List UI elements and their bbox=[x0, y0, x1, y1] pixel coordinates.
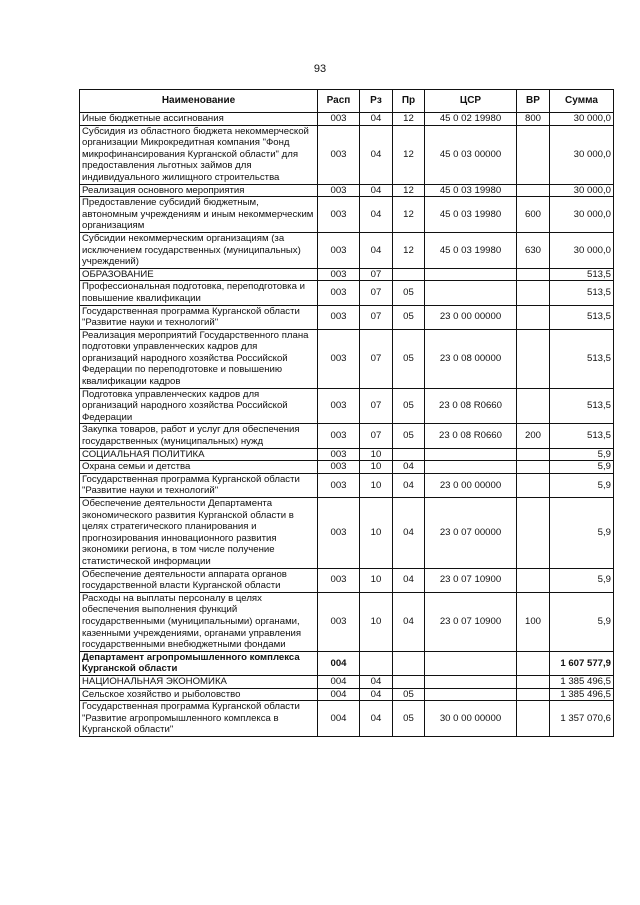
table-cell-pr: 05 bbox=[393, 281, 425, 305]
table-cell-rz: 07 bbox=[360, 281, 393, 305]
table-cell-csr bbox=[425, 281, 517, 305]
table-cell-sum: 30 000,0 bbox=[550, 232, 614, 268]
table-cell-name: Предоставление субсидий бюджетным, автономным учреждениям и иным некоммерческим организациям bbox=[80, 197, 318, 233]
table-cell-vr bbox=[517, 498, 550, 569]
table-row bbox=[80, 268, 614, 281]
table-cell-pr: 05 bbox=[393, 701, 425, 737]
budget-table bbox=[79, 89, 614, 737]
table-cell-vr: 200 bbox=[517, 424, 550, 448]
table-row bbox=[80, 473, 614, 497]
table-cell-pr: 04 bbox=[393, 592, 425, 651]
table-cell-csr bbox=[425, 461, 517, 474]
table-cell-sum: 513,5 bbox=[550, 329, 614, 388]
table-row bbox=[80, 281, 614, 305]
table-cell-name: Государственная программа Курганской области "Развитие науки и технологий" bbox=[80, 305, 318, 329]
table-cell-sum: 513,5 bbox=[550, 268, 614, 281]
table-cell-name: Субсидия из областного бюджета некоммерческой организации Микрокредитная компания "Фонд микрофинансирования Курганской области" для предоставления льготных займов для индивидуального жилищного строительства bbox=[80, 125, 318, 184]
table-cell-csr: 23 0 08 R0660 bbox=[425, 424, 517, 448]
table-row bbox=[80, 305, 614, 329]
table-cell-sum: 30 000,0 bbox=[550, 125, 614, 184]
table-cell-sum: 5,9 bbox=[550, 592, 614, 651]
table-cell-pr: 12 bbox=[393, 125, 425, 184]
table-cell-csr: 45 0 03 19980 bbox=[425, 184, 517, 197]
table-cell-csr: 23 0 07 00000 bbox=[425, 498, 517, 569]
table-cell-rz: 10 bbox=[360, 461, 393, 474]
table-cell-sum: 513,5 bbox=[550, 388, 614, 424]
table-cell-csr bbox=[425, 268, 517, 281]
table-cell-name: Профессиональная подготовка, переподготовка и повышение квалификации bbox=[80, 281, 318, 305]
table-cell-sum: 30 000,0 bbox=[550, 113, 614, 126]
table-cell-rz: 04 bbox=[360, 197, 393, 233]
table-cell-pr: 12 bbox=[393, 113, 425, 126]
header-name: Наименование bbox=[80, 90, 318, 113]
table-cell-rasp: 003 bbox=[318, 498, 360, 569]
table-cell-rasp: 003 bbox=[318, 113, 360, 126]
table-cell-rz: 04 bbox=[360, 232, 393, 268]
table-cell-vr bbox=[517, 184, 550, 197]
table-cell-sum: 5,9 bbox=[550, 461, 614, 474]
table-cell-vr bbox=[517, 688, 550, 701]
table-cell-rz: 10 bbox=[360, 473, 393, 497]
table-cell-sum: 1 357 070,6 bbox=[550, 701, 614, 737]
table-cell-rz: 07 bbox=[360, 424, 393, 448]
table-cell-vr bbox=[517, 125, 550, 184]
table-cell-sum: 513,5 bbox=[550, 424, 614, 448]
table-cell-sum: 513,5 bbox=[550, 281, 614, 305]
table-row bbox=[80, 424, 614, 448]
table-cell-vr: 800 bbox=[517, 113, 550, 126]
table-cell-pr: 04 bbox=[393, 568, 425, 592]
table-cell-rasp: 003 bbox=[318, 232, 360, 268]
table-cell-rz: 10 bbox=[360, 498, 393, 569]
table-cell-name: Обеспечение деятельности аппарата органов государственной власти Курганской области bbox=[80, 568, 318, 592]
table-cell-name: Субсидии некоммерческим организациям (за исключением государственных (муниципальных) учреждений) bbox=[80, 232, 318, 268]
table-row bbox=[80, 197, 614, 233]
table-cell-csr: 30 0 00 00000 bbox=[425, 701, 517, 737]
table-row bbox=[80, 232, 614, 268]
table-cell-csr bbox=[425, 675, 517, 688]
table-cell-vr bbox=[517, 568, 550, 592]
table-cell-rasp: 003 bbox=[318, 461, 360, 474]
table-cell-name: Реализация мероприятий Государственного плана подготовки управленческих кадров для организаций народного хозяйства Российской Федерации по переподготовке и повышению квалификации кадров bbox=[80, 329, 318, 388]
table-cell-pr bbox=[393, 448, 425, 461]
table-cell-name: Закупка товаров, работ и услуг для обеспечения государственных (муниципальных) нужд bbox=[80, 424, 318, 448]
header-pr: Пр bbox=[393, 90, 425, 113]
table-header-row bbox=[80, 90, 614, 113]
table-cell-sum: 30 000,0 bbox=[550, 197, 614, 233]
table-cell-csr: 45 0 03 00000 bbox=[425, 125, 517, 184]
table-cell-rasp: 003 bbox=[318, 424, 360, 448]
table-cell-rz: 07 bbox=[360, 329, 393, 388]
table-cell-pr bbox=[393, 675, 425, 688]
table-cell-vr bbox=[517, 651, 550, 675]
table-cell-rasp: 003 bbox=[318, 473, 360, 497]
table-cell-rz: 04 bbox=[360, 113, 393, 126]
table-cell-name: Департамент агропромышленного комплекса Курганской области bbox=[80, 651, 318, 675]
table-row bbox=[80, 651, 614, 675]
table-cell-name: Охрана семьи и детства bbox=[80, 461, 318, 474]
table-cell-rz bbox=[360, 651, 393, 675]
table-cell-vr bbox=[517, 701, 550, 737]
table-cell-csr: 23 0 08 R0660 bbox=[425, 388, 517, 424]
table-cell-rasp: 003 bbox=[318, 268, 360, 281]
table-cell-vr bbox=[517, 268, 550, 281]
table-cell-name: Государственная программа Курганской области "Развитие агропромышленного комплекса в Курганской области" bbox=[80, 701, 318, 737]
table-cell-name: Подготовка управленческих кадров для организаций народного хозяйства Российской Федерации bbox=[80, 388, 318, 424]
table-cell-vr bbox=[517, 675, 550, 688]
table-row bbox=[80, 113, 614, 126]
table-cell-pr: 05 bbox=[393, 688, 425, 701]
table-cell-pr: 12 bbox=[393, 184, 425, 197]
table-cell-csr bbox=[425, 651, 517, 675]
table-cell-vr bbox=[517, 281, 550, 305]
table-cell-rasp: 003 bbox=[318, 184, 360, 197]
table-cell-rz: 07 bbox=[360, 305, 393, 329]
header-sum: Сумма bbox=[550, 90, 614, 113]
table-cell-sum: 513,5 bbox=[550, 305, 614, 329]
table-cell-pr: 12 bbox=[393, 197, 425, 233]
table-cell-sum: 5,9 bbox=[550, 448, 614, 461]
table-row bbox=[80, 498, 614, 569]
table-cell-vr: 100 bbox=[517, 592, 550, 651]
table-cell-vr bbox=[517, 388, 550, 424]
table-cell-vr: 600 bbox=[517, 197, 550, 233]
page-number: 93 bbox=[313, 63, 327, 75]
table-cell-rz: 04 bbox=[360, 688, 393, 701]
table-row bbox=[80, 388, 614, 424]
table-cell-rasp: 003 bbox=[318, 329, 360, 388]
table-cell-rasp: 003 bbox=[318, 305, 360, 329]
table-row bbox=[80, 125, 614, 184]
table-cell-vr bbox=[517, 461, 550, 474]
table-cell-csr: 45 0 02 19980 bbox=[425, 113, 517, 126]
table-cell-rasp: 003 bbox=[318, 388, 360, 424]
table-row bbox=[80, 568, 614, 592]
table-cell-rasp: 004 bbox=[318, 651, 360, 675]
table-cell-name: ОБРАЗОВАНИЕ bbox=[80, 268, 318, 281]
table-cell-sum: 30 000,0 bbox=[550, 184, 614, 197]
table-cell-rasp: 004 bbox=[318, 688, 360, 701]
table-cell-rasp: 004 bbox=[318, 675, 360, 688]
table-cell-name: Иные бюджетные ассигнования bbox=[80, 113, 318, 126]
table-cell-name: Сельское хозяйство и рыболовство bbox=[80, 688, 318, 701]
header-vr: ВР bbox=[517, 90, 550, 113]
table-cell-csr: 23 0 00 00000 bbox=[425, 473, 517, 497]
table-cell-csr bbox=[425, 688, 517, 701]
table-cell-sum: 5,9 bbox=[550, 498, 614, 569]
table-row bbox=[80, 701, 614, 737]
table-cell-pr: 05 bbox=[393, 305, 425, 329]
table-cell-rz: 04 bbox=[360, 125, 393, 184]
table-cell-rz: 04 bbox=[360, 701, 393, 737]
table-row bbox=[80, 184, 614, 197]
table-cell-pr: 04 bbox=[393, 473, 425, 497]
table-cell-rz: 10 bbox=[360, 592, 393, 651]
table-cell-pr: 05 bbox=[393, 388, 425, 424]
table-cell-csr: 23 0 07 10900 bbox=[425, 568, 517, 592]
header-rz: Рз bbox=[360, 90, 393, 113]
table-cell-pr: 05 bbox=[393, 424, 425, 448]
table-cell-pr: 04 bbox=[393, 461, 425, 474]
table-cell-rasp: 003 bbox=[318, 281, 360, 305]
table-cell-rz: 07 bbox=[360, 268, 393, 281]
table-cell-csr: 45 0 03 19980 bbox=[425, 232, 517, 268]
header-rasp: Расп bbox=[318, 90, 360, 113]
table-cell-sum: 1 385 496,5 bbox=[550, 688, 614, 701]
table-cell-rasp: 004 bbox=[318, 701, 360, 737]
table-cell-rz: 04 bbox=[360, 675, 393, 688]
table-cell-csr bbox=[425, 448, 517, 461]
table-cell-csr: 23 0 07 10900 bbox=[425, 592, 517, 651]
table-cell-name: СОЦИАЛЬНАЯ ПОЛИТИКА bbox=[80, 448, 318, 461]
table-cell-name: НАЦИОНАЛЬНАЯ ЭКОНОМИКА bbox=[80, 675, 318, 688]
table-cell-name: Обеспечение деятельности Департамента экономического развития Курганской области в целях стратегического планирования и прогнозирования инновационного развития экономики региона, в том числе получение статистической информации bbox=[80, 498, 318, 569]
table-cell-pr: 04 bbox=[393, 498, 425, 569]
table-cell-vr bbox=[517, 305, 550, 329]
table-cell-name: Государственная программа Курганской области "Развитие науки и технологий" bbox=[80, 473, 318, 497]
table-row bbox=[80, 592, 614, 651]
table-cell-rasp: 003 bbox=[318, 568, 360, 592]
table-cell-name: Расходы на выплаты персоналу в целях обеспечения выполнения функций государственными (муниципальными) органами, казенными учреждениями, органами управления государственными внебюджетными фондами bbox=[80, 592, 318, 651]
table-row bbox=[80, 675, 614, 688]
table-row bbox=[80, 448, 614, 461]
table-cell-csr: 23 0 08 00000 bbox=[425, 329, 517, 388]
table-cell-pr bbox=[393, 268, 425, 281]
table-cell-pr: 12 bbox=[393, 232, 425, 268]
table-cell-sum: 1 385 496,5 bbox=[550, 675, 614, 688]
table-cell-vr bbox=[517, 448, 550, 461]
table-cell-sum: 5,9 bbox=[550, 568, 614, 592]
table-cell-sum: 5,9 bbox=[550, 473, 614, 497]
table-cell-rasp: 003 bbox=[318, 448, 360, 461]
table-cell-rz: 10 bbox=[360, 568, 393, 592]
table-cell-rz: 10 bbox=[360, 448, 393, 461]
table-cell-vr bbox=[517, 329, 550, 388]
table-cell-rz: 04 bbox=[360, 184, 393, 197]
table-cell-name: Реализация основного мероприятия bbox=[80, 184, 318, 197]
table-row bbox=[80, 329, 614, 388]
table-cell-pr bbox=[393, 651, 425, 675]
table-cell-rasp: 003 bbox=[318, 592, 360, 651]
table-cell-vr: 630 bbox=[517, 232, 550, 268]
table-cell-rz: 07 bbox=[360, 388, 393, 424]
header-csr: ЦСР bbox=[425, 90, 517, 113]
table-cell-csr: 23 0 00 00000 bbox=[425, 305, 517, 329]
table-cell-rasp: 003 bbox=[318, 197, 360, 233]
table-cell-sum: 1 607 577,9 bbox=[550, 651, 614, 675]
table-row bbox=[80, 688, 614, 701]
table-cell-csr: 45 0 03 19980 bbox=[425, 197, 517, 233]
table-cell-rasp: 003 bbox=[318, 125, 360, 184]
table-cell-vr bbox=[517, 473, 550, 497]
table-row bbox=[80, 461, 614, 474]
table-cell-pr: 05 bbox=[393, 329, 425, 388]
